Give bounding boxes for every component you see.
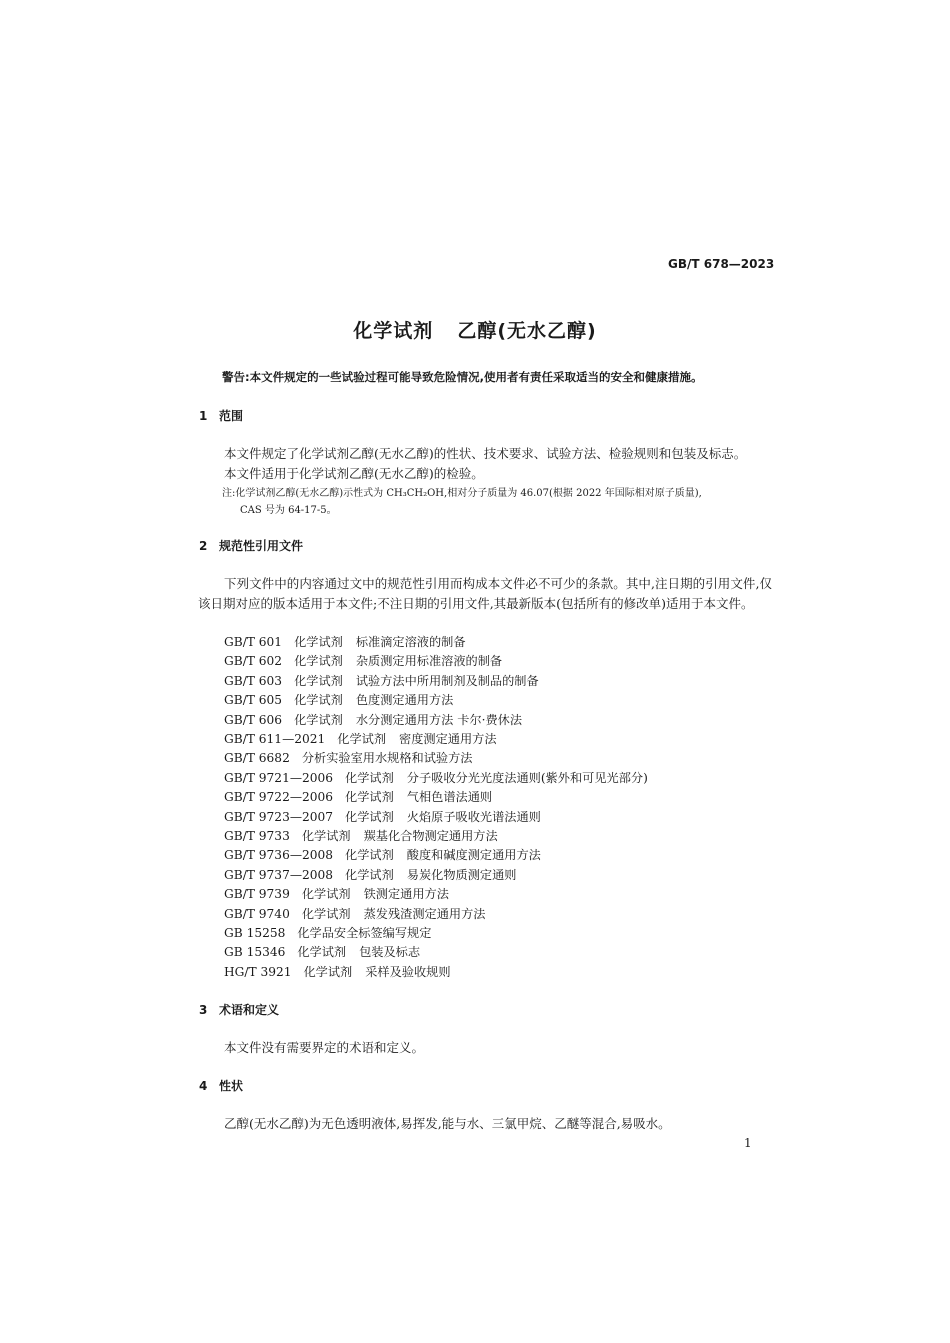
- reference-item: [224, 963, 451, 980]
- reference-code: GB/T 9737—2008: [224, 867, 334, 882]
- section-3-heading: [199, 1001, 279, 1018]
- reference-title-part-1: 化学试剂: [294, 712, 343, 727]
- reference-title-part-2: 铁测定通用方法: [363, 887, 449, 902]
- terms-paragraph: 本文件没有需要界定的术语和定义。: [224, 1040, 425, 1055]
- standard-code: GB/T 678—2023: [668, 257, 775, 271]
- reference-title-part-2: 酸度和碱度测定通用方法: [406, 848, 541, 863]
- reference-title-part-2: 杂质测定用标准溶液的制备: [355, 654, 503, 669]
- reference-item: [224, 711, 522, 728]
- reference-item: [224, 827, 498, 844]
- reference-item: [224, 672, 539, 689]
- reference-code: HG/T 3921: [224, 964, 292, 979]
- normative-references-intro: 下列文件中的内容通过文中的规范性引用而构成本文件必不可少的条款。其中,注日期的引用文件,仅该日期对应的版本适用于本文件;不注日期的引用文件,其最新版本(包括所有的修改单)适用于本文件。: [198, 576, 772, 611]
- reference-title-part-1: 化学试剂: [294, 654, 343, 669]
- reference-title-part-1: 化学试剂: [303, 964, 353, 979]
- reference-item: [224, 633, 466, 650]
- section-title: 性状: [219, 1079, 244, 1093]
- scope-paragraph-2: 本文件适用于化学试剂乙醇(无水乙醇)的检验。: [224, 466, 484, 481]
- document-title: [0, 316, 950, 343]
- scope-paragraph-1: 本文件规定了化学试剂乙醇(无水乙醇)的性状、技术要求、试验方法、检验规则和包装及标志。: [224, 446, 747, 461]
- reference-item: [224, 846, 541, 863]
- reference-item: [224, 769, 648, 786]
- properties-paragraph: 乙醇(无水乙醇)为无色透明液体,易挥发,能与水、三氯甲烷、乙醚等混合,易吸水。: [224, 1116, 671, 1131]
- reference-title-part-1: 分析实验室用水规格和试验方法: [301, 751, 473, 766]
- section-number: 1: [199, 409, 208, 423]
- reference-title-part-1: 化学品安全标签编写规定: [297, 926, 432, 940]
- reference-code: GB/T 9739: [224, 887, 290, 902]
- reference-item: [224, 924, 444, 941]
- reference-title-part-1: 化学试剂: [294, 673, 343, 688]
- reference-title-part-1: 化学试剂: [345, 848, 394, 863]
- section-title: 范围: [219, 409, 244, 423]
- reference-code: GB/T 601: [224, 635, 283, 649]
- safety-warning: 警告:本文件规定的一些试验过程可能导致危险情况,使用者有责任采取适当的安全和健康措施。: [222, 370, 703, 384]
- reference-title-part-2: 蒸发残渣测定通用方法: [363, 906, 486, 921]
- reference-code: GB 15346: [224, 945, 286, 960]
- reference-item: [224, 749, 485, 766]
- title-part-1: 化学试剂: [353, 320, 434, 342]
- reference-code: GB/T 606: [224, 712, 283, 727]
- title-part-2: 乙醇(无水乙醇): [457, 320, 597, 342]
- reference-code: GB/T 9721—2006: [224, 770, 334, 785]
- reference-item: [224, 730, 497, 747]
- reference-title-part-1: 化学试剂: [337, 732, 387, 746]
- reference-title-part-1: 化学试剂: [294, 693, 343, 708]
- reference-item: [224, 808, 541, 825]
- reference-title-part-1: 化学试剂: [345, 809, 394, 824]
- scope-note-line-2: CAS 号为 64-17-5。: [240, 505, 337, 516]
- reference-title-part-2: 采样及验收规则: [365, 964, 451, 979]
- reference-item: [224, 905, 485, 922]
- section-4-heading: [199, 1077, 243, 1094]
- reference-title-part-2: 火焰原子吸收光谱法通则: [406, 809, 541, 824]
- reference-title-part-1: 化学试剂: [345, 790, 394, 805]
- reference-title-part-2: 试验方法中所用制剂及制品的制备: [355, 673, 539, 688]
- section-number: 4: [199, 1079, 208, 1093]
- reference-item: [224, 943, 420, 960]
- reference-code: GB/T 9723—2007: [224, 809, 334, 824]
- reference-item: [224, 691, 453, 708]
- reference-code: GB/T 6682: [224, 751, 290, 766]
- reference-code: GB/T 605: [224, 693, 283, 708]
- section-2-heading: [199, 537, 303, 554]
- reference-item: [224, 652, 502, 669]
- reference-item: [224, 885, 449, 902]
- reference-code: GB/T 603: [224, 673, 283, 688]
- reference-title-part-1: 化学试剂: [301, 829, 351, 843]
- reference-code: GB/T 9733: [224, 829, 290, 843]
- reference-code: GB/T 9722—2006: [224, 790, 334, 805]
- reference-code: GB/T 9736—2008: [224, 848, 334, 863]
- reference-code: GB/T 602: [224, 654, 283, 669]
- section-1-heading: [199, 407, 243, 424]
- reference-title-part-2: 密度测定通用方法: [399, 732, 497, 746]
- section-number: 2: [199, 539, 208, 553]
- reference-title-part-1: 化学试剂: [301, 887, 351, 902]
- section-title: 术语和定义: [219, 1003, 280, 1017]
- reference-title-part-1: 化学试剂: [301, 906, 351, 921]
- reference-title-part-2: 标准滴定溶液的制备: [355, 635, 466, 649]
- reference-title-part-2: 包装及标志: [359, 945, 421, 960]
- reference-title-part-2: 羰基化合物测定通用方法: [363, 829, 498, 843]
- reference-title-part-1: 化学试剂: [297, 945, 347, 960]
- reference-item: [224, 788, 492, 805]
- reference-code: GB/T 611—2021: [224, 732, 326, 746]
- reference-code: GB 15258: [224, 926, 286, 940]
- reference-title-part-2: 水分测定通用方法 卡尔·费休法: [355, 712, 523, 727]
- reference-item: [224, 866, 516, 883]
- reference-title-part-2: 色度测定通用方法: [355, 693, 454, 708]
- reference-code: GB/T 9740: [224, 906, 290, 921]
- scope-note-line-1: 注:化学试剂乙醇(无水乙醇)示性式为 CH₃CH₂OH,相对分子质量为 46.07(根据 2022 年国际相对原子质量),: [222, 488, 702, 499]
- reference-title-part-2: 易炭化物质测定通则: [406, 867, 517, 882]
- reference-title-part-1: 化学试剂: [345, 867, 394, 882]
- reference-title-part-2: 分子吸收分光光度法通则(紫外和可见光部分): [406, 770, 648, 785]
- reference-title-part-2: 气相色谱法通则: [406, 790, 493, 805]
- section-number: 3: [199, 1003, 208, 1017]
- section-title: 规范性引用文件: [219, 539, 304, 553]
- reference-title-part-1: 化学试剂: [294, 635, 343, 649]
- reference-title-part-1: 化学试剂: [345, 770, 394, 785]
- page-number: 1: [744, 1136, 752, 1150]
